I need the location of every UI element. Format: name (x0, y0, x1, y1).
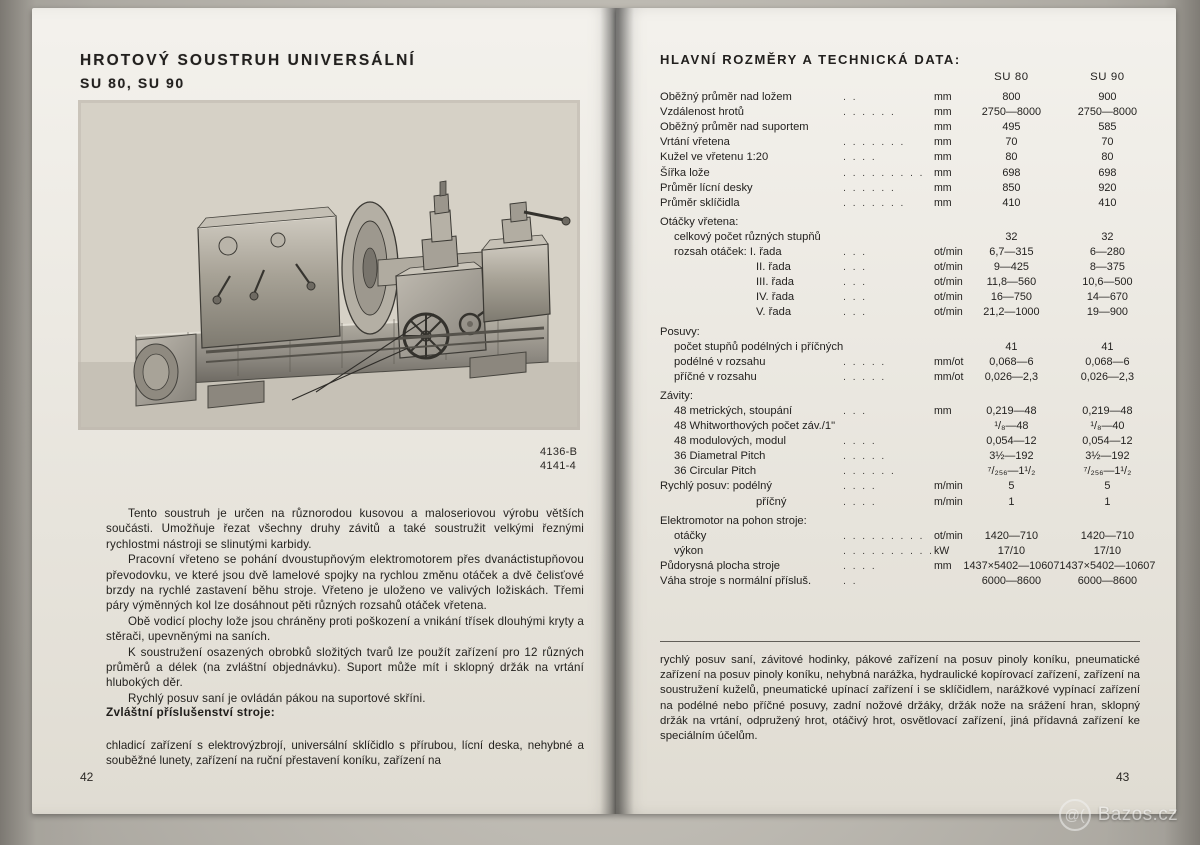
spec-row-leader: . . . . . . . (843, 137, 906, 149)
spec-row-unit: kW (933, 544, 950, 557)
spec-row-unit (934, 230, 963, 245)
spec-row (660, 529, 1155, 544)
accessories-text (106, 726, 584, 780)
spec-row-value-su80: 9—425 (993, 261, 1029, 274)
spec-row-value-su80: 6,7—315 (989, 246, 1034, 259)
spec-row-value-su80: 80 (1005, 151, 1018, 164)
spec-row-leader: . . . . . . . . . (843, 167, 925, 179)
spec-row-value-su90: ¹/₈—40 (1090, 420, 1125, 433)
spec-row-unit: ot/min (933, 261, 963, 274)
header-spacer-unit (934, 70, 963, 90)
spec-row-unit (934, 510, 963, 529)
spec-row-value-su90 (1059, 510, 1155, 529)
spec-row-value-su90: 80 (1101, 151, 1114, 164)
spec-row-leader (843, 419, 934, 434)
spec-row (660, 559, 1155, 574)
spec-row-value-su90: 1 (1104, 495, 1111, 508)
spec-row-unit: mm (933, 106, 952, 119)
spec-row-value-su80: 11,8—560 (986, 276, 1037, 289)
spec-row-leader (843, 211, 934, 230)
left-page (32, 8, 616, 814)
spec-row-value-su90: 920 (1098, 181, 1117, 194)
column-header-su80: SU 80 (994, 71, 1029, 83)
spec-row-unit (934, 449, 963, 464)
spec-row (660, 230, 1155, 245)
spec-row-unit: mm/ot (933, 370, 964, 383)
spec-row-label: V. řada (756, 306, 792, 319)
spec-row-label: výkon (674, 544, 704, 557)
spec-row (660, 434, 1155, 449)
spec-row-unit: mm/ot (933, 355, 964, 368)
footer-paragraph: rychlý posuv saní, závitové hodinky, pákové zařízení na posuv pinoly koníku, pneumatické zařízení na posuv pinoly koníku, nehybná narážka, hydraulické kopírovací zařízení, zařízení na soustružení kuželů, pneumatické upínací zařízení i se sklíčidlem, narážkové vypínací zařízení na podélné nebo příčné posuvy, zadní nožové držáky, držák nože na srážení hran, sklopný držák na vrtání, odpružený hrot, otáčivý hrot, osvětlovací zařízení, jiná přídavná zařízení ke speciálním účelům. (660, 654, 1140, 743)
spec-row (660, 544, 1155, 559)
spec-row (660, 355, 1155, 370)
spec-row-label: příčný (756, 495, 787, 508)
spec-row-label: 48 modulových, modul (674, 435, 786, 448)
spec-row-value-su90: 8—375 (1089, 261, 1125, 274)
spec-row-leader: . . . . (843, 560, 877, 572)
spec-row-leader (843, 385, 934, 404)
spec-row-value-su80: 1420—710 (984, 529, 1039, 542)
spec-row-value-su80: 5 (1008, 480, 1015, 493)
page-number-right: 43 (1116, 770, 1130, 784)
spec-row-unit (934, 464, 963, 479)
spec-row-value-su80: 6000—8600 (981, 575, 1042, 587)
spec-table-title: HLAVNÍ ROZMĚRY A TECHNICKÁ DATA: (660, 52, 961, 67)
spec-row-unit: mm (933, 136, 952, 149)
spec-row (660, 211, 1155, 230)
spec-row-unit: ot/min (933, 306, 963, 319)
spec-row-unit: m/min (933, 480, 963, 493)
spec-row-label: Šířka lože (660, 166, 710, 179)
paragraph-3: Obě vodicí plochy lože jsou chráněny proti poškození a vnikání třísek dlouhými kryty a stěrači, upevněnými na saních. (106, 614, 584, 644)
spec-row (660, 105, 1155, 120)
spec-row-label: Závity: (660, 389, 693, 402)
spec-row-unit (934, 419, 963, 434)
spec-row-value-su90: 17/10 (1093, 544, 1122, 557)
spec-row (660, 370, 1155, 385)
spec-row-value-su80 (963, 211, 1059, 230)
spec-row-value-su90: 585 (1098, 121, 1117, 134)
spec-row-unit: mm (933, 166, 952, 179)
accessories-paragraph: chladicí zařízení s elektrovýzbrojí, universální sklíčidlo s přírubou, lícní deska, nehybné a souběžné lunety, zařízení na ruční přestavení koníku, zařízení na (106, 738, 584, 767)
spec-row-value-su80: 0,054—12 (986, 435, 1037, 448)
spec-row-leader: . . . . . . . . . . (843, 545, 934, 557)
spec-row-value-su90: 5 (1104, 480, 1111, 493)
paragraph-4: K soustružení osazených obrobků složitých tvarů lze použít zařízení pro 12 různých průměrů a délek (na zvláštní objednávku). Suport může mít i sklopný držák na vrtání hlubokých děr. (106, 645, 584, 690)
spec-row-leader: . . . (843, 262, 868, 274)
spec-row-unit: ot/min (933, 246, 963, 259)
spec-row (660, 340, 1155, 355)
spec-row-unit: m/min (933, 495, 963, 508)
spec-row-label: rozsah otáček: I. řada (674, 246, 782, 259)
photo-caption (540, 445, 577, 473)
spec-row-leader: . . . (843, 292, 868, 304)
spec-row (660, 305, 1155, 320)
spec-row-label: otáčky (674, 529, 707, 542)
page-title (80, 50, 580, 94)
spec-row-leader: . . . (843, 405, 868, 417)
footer-divider (660, 641, 1140, 642)
paragraph-1: Tento soustruh je určen na různorodou kusovou a maloseriovou výrobu větších součásti. Umožňuje řezat všechny druhy závitů a také soustružit velkými řeznými rychlostmi nástroji se slinutými karbidy. (106, 507, 584, 551)
spec-row-label: Vzdálenost hrotů (660, 106, 744, 119)
spec-row-unit (934, 574, 963, 589)
spec-row-leader (843, 230, 934, 245)
spec-row (660, 245, 1155, 260)
spec-row-value-su90: 0,219—48 (1082, 404, 1133, 417)
spec-row-value-su80: 0,026—2,3 (984, 370, 1039, 383)
spec-row-value-su80: 41 (1005, 340, 1018, 353)
photo-caption-line-2: 4141-4 (540, 460, 577, 472)
spec-row-unit: mm (933, 121, 952, 134)
spec-row-leader: . . . . . (843, 356, 887, 368)
spec-row-label: počet stupňů podélných i příčných (674, 340, 844, 353)
spec-row-label: podélné v rozsahu (674, 355, 766, 368)
spec-row-unit (934, 434, 963, 449)
spec-row-leader: . . (843, 576, 858, 587)
title-line-1: HROTOVÝ SOUSTRUH UNIVERSÁLNÍ (80, 52, 416, 69)
spec-row-label: Vrtání vřetena (660, 136, 730, 149)
spec-row-label: Otáčky vřetena: (660, 215, 739, 228)
spec-table (660, 70, 1155, 589)
spec-row-value-su80 (963, 510, 1059, 529)
spec-row-value-su90: 10,6—500 (1082, 276, 1133, 289)
spec-row (660, 404, 1155, 419)
spec-row-leader: . . . . (843, 436, 877, 448)
spec-row-value-su90: 32 (1101, 230, 1114, 243)
spec-row-unit (934, 385, 963, 404)
spec-row-value-su90: 0,068—6 (1085, 355, 1130, 368)
spec-row-value-su80: 2750—8000 (981, 106, 1042, 119)
spec-row (660, 464, 1155, 479)
spec-row-label: Elektromotor na pohon stroje: (660, 514, 807, 527)
spec-row-label: příčné v rozsahu (674, 370, 757, 383)
paragraph-2: Pracovní vřeteno se pohání dvoustupňovým elektromotorem přes dvanáctistupňovou převodovku, ve které jsou dvě lamelové spojky na rychlou změnu otáček a dvě čelisťové brzdy na rychlé zastavení běhu stroje. Vřeteno je uloženo ve valivých ložiskách. Třemi páry výměnných kol lze dosáhnout pěti různých rozsahů otáček vřetena. (106, 553, 584, 613)
spec-row-leader: . . . (843, 277, 868, 289)
spec-row (660, 479, 1155, 494)
spec-row (660, 419, 1155, 434)
spec-row-value-su80: 16—750 (990, 291, 1032, 304)
spec-row-leader: . . . (843, 247, 868, 259)
lathe-photo (78, 100, 580, 430)
spec-row-label: III. řada (756, 276, 794, 289)
spec-row-label: Kužel ve vřetenu 1:20 (660, 151, 769, 164)
spec-row-value-su80: 1 (1008, 495, 1015, 508)
spec-row (660, 385, 1155, 404)
paragraph-5: Rychlý posuv saní je ovládán pákou na suportové skříni. (128, 691, 426, 705)
spec-row-value-su90: 3½—192 (1085, 450, 1130, 463)
spec-row-leader (843, 340, 934, 355)
spec-row-value-su80: 698 (1002, 166, 1021, 179)
spec-row-unit: ot/min (933, 291, 963, 304)
spec-row-leader: . . . . . (843, 451, 887, 463)
header-spacer (660, 70, 843, 90)
spec-row-label: II. řada (756, 261, 791, 274)
spec-row-leader: . . . . . . . . . (843, 530, 925, 542)
spec-table-body (660, 70, 1155, 589)
spec-row-leader: . . . . . . (843, 182, 896, 194)
spec-row-value-su90: 6000—8600 (1077, 575, 1138, 587)
spec-row-unit: mm (933, 404, 952, 417)
spec-row-value-su80: 17/10 (997, 544, 1026, 557)
column-header-su90: SU 90 (1090, 71, 1125, 83)
spec-row-value-su90: 19—900 (1086, 306, 1128, 319)
spec-row-value-su90 (1059, 385, 1155, 404)
spec-row-label: Posuvy: (660, 325, 700, 338)
spec-row-value-su90: 900 (1098, 91, 1117, 104)
photo-caption-line-1: 4136-B (540, 446, 578, 458)
spec-row-label: IV. řada (756, 291, 795, 304)
right-page (616, 8, 1176, 814)
spec-row (660, 510, 1155, 529)
spec-row-label: 48 Whitworthových počet záv./1" (674, 420, 836, 433)
spec-row-value-su90: 70 (1101, 136, 1114, 149)
spec-row (660, 181, 1155, 196)
spec-row (660, 260, 1155, 275)
spec-row-label: Průměr lícní desky (660, 181, 753, 194)
spec-row-leader: . . (843, 92, 858, 104)
spec-row-label: 48 metrických, stoupání (674, 404, 793, 417)
spec-row-value-su80: 32 (1005, 230, 1018, 243)
spec-row-unit: mm (933, 559, 952, 572)
spec-row-value-su90: 1420—710 (1080, 529, 1135, 542)
spec-table-header-row (660, 70, 1155, 90)
spec-row-value-su90: 41 (1101, 340, 1114, 353)
accessories-heading: Zvláštní příslušenství stroje: (106, 705, 275, 719)
spec-row-value-su90: 1437×5402—10607 (1059, 559, 1156, 572)
spec-row-leader: . . . (843, 307, 868, 319)
spec-row-value-su80: 495 (1002, 121, 1021, 134)
spec-row-leader (843, 510, 934, 529)
spec-row-unit (934, 211, 963, 230)
spec-row-unit: mm (933, 196, 952, 209)
spec-row-unit: ot/min (933, 529, 963, 542)
spec-row-unit: mm (933, 91, 952, 104)
spec-row-value-su90: 0,054—12 (1082, 435, 1133, 448)
spec-row-unit: ot/min (933, 276, 963, 289)
spec-row-label: Oběžný průměr nad suportem (660, 121, 809, 134)
spec-row-leader: . . . . (843, 481, 877, 493)
spec-row-label: 36 Diametral Pitch (674, 450, 766, 463)
lathe-illustration (78, 100, 580, 430)
footer-text (660, 653, 1140, 744)
spec-row-unit (934, 321, 963, 340)
spec-row (660, 321, 1155, 340)
spec-row-value-su80: 70 (1005, 136, 1018, 149)
spec-row-leader: . . . . . . (843, 107, 896, 119)
spec-row (660, 135, 1155, 150)
spec-row-label: Rychlý posuv: podélný (660, 480, 772, 493)
spec-row-leader (843, 321, 934, 340)
spec-row-value-su80: 21,2—1000 (983, 306, 1040, 319)
spec-row-value-su80: 0,219—48 (986, 404, 1037, 417)
spec-row-value-su80 (963, 385, 1059, 404)
spec-row-leader: . . . . (843, 496, 877, 508)
spec-row (660, 495, 1155, 510)
spec-row-value-su80: ¹/₈—48 (994, 420, 1029, 433)
spec-row (660, 166, 1155, 181)
watermark-label: Bazos.cz (1097, 804, 1178, 825)
spec-row (660, 150, 1155, 165)
spec-row-unit: mm (933, 151, 952, 164)
page-number-left: 42 (80, 770, 94, 784)
spec-row-leader: . . . . (843, 152, 877, 164)
spec-row-value-su90 (1059, 321, 1155, 340)
watermark (1059, 799, 1178, 831)
spec-row-label: celkový počet různých stupňů (674, 230, 821, 243)
spec-row (660, 275, 1155, 290)
spec-row-value-su80 (963, 321, 1059, 340)
spec-row-value-su80: 800 (1002, 91, 1021, 104)
spec-row (660, 290, 1155, 305)
spec-row-value-su80: 850 (1002, 181, 1021, 194)
spec-row-leader (843, 120, 934, 135)
spec-row-value-su80: 1437×5402—10607 (963, 559, 1060, 572)
body-text (106, 506, 584, 706)
spec-row-value-su90: ⁷/₂₅₆—1¹/₂ (1083, 465, 1132, 478)
spec-row (660, 196, 1155, 211)
header-spacer-dots (843, 70, 934, 90)
spec-row-value-su80: ⁷/₂₅₆—1¹/₂ (987, 465, 1036, 478)
spec-row-leader: . . . . . (843, 371, 887, 383)
spec-row-label: 36 Circular Pitch (674, 465, 757, 478)
spec-row-value-su90: 0,026—2,3 (1080, 370, 1135, 383)
spec-row-value-su90: 14—670 (1086, 291, 1128, 304)
spec-row-value-su80: 3½—192 (989, 450, 1034, 463)
spec-row (660, 90, 1155, 105)
spec-row-unit (934, 340, 963, 355)
spec-row-leader: . . . . . . (843, 466, 896, 478)
spec-row-value-su90: 2750—8000 (1077, 106, 1138, 119)
spec-row-leader: . . . . . . . (843, 197, 906, 209)
spec-row-label: Váha stroje s normální přísluš. (660, 575, 812, 587)
spec-row-value-su90: 698 (1098, 166, 1117, 179)
spec-row-value-su90: 6—280 (1089, 246, 1125, 259)
spec-row-label: Oběžný průměr nad ložem (660, 91, 792, 104)
spec-row (660, 574, 1155, 589)
spec-row-unit: mm (933, 181, 952, 194)
spec-row-value-su80: 410 (1002, 196, 1021, 209)
spec-row-label: Průměr sklíčidla (660, 196, 740, 209)
spec-row-value-su90: 410 (1098, 196, 1117, 209)
spec-row-value-su80: 0,068—6 (989, 355, 1034, 368)
spec-row-label: Půdorysná plocha stroje (660, 559, 781, 572)
spec-row (660, 449, 1155, 464)
spec-row-value-su90 (1059, 211, 1155, 230)
watermark-icon: @( (1059, 799, 1091, 831)
title-line-2: SU 80, SU 90 (80, 75, 185, 91)
spec-row (660, 120, 1155, 135)
